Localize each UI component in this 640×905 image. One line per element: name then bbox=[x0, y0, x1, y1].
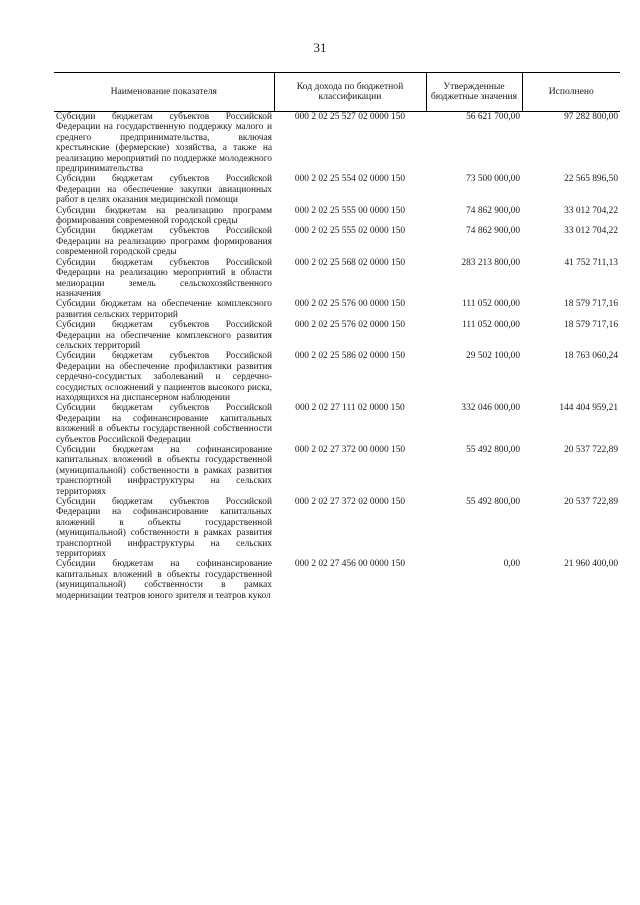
executed-value-cell: 33 012 704,22 bbox=[564, 205, 618, 216]
table-row bbox=[54, 258, 620, 300]
header-approved-values: Утвержденные бюджетные значения bbox=[426, 73, 522, 112]
revenue-code-cell: 000 2 02 27 372 02 0000 150 bbox=[294, 497, 406, 508]
approved-value-cell: 73 500 000,00 bbox=[466, 174, 520, 185]
approved-value-cell: 74 862 900,00 bbox=[466, 226, 520, 237]
table-row bbox=[54, 497, 620, 559]
executed-value-cell: 21 960 400,00 bbox=[564, 559, 618, 570]
indicator-name-cell: Субсидии бюджетам субъектов Российской Федерации на обеспечение комплексного развития сельских территорий bbox=[56, 320, 272, 351]
indicator-name-cell: Субсидии бюджетам на реализацию программ формирования современной городской среды bbox=[56, 205, 272, 227]
executed-value-cell: 41 752 711,13 bbox=[564, 257, 618, 268]
table-row bbox=[54, 226, 620, 257]
executed-value-cell: 20 537 722,89 bbox=[564, 497, 618, 508]
indicator-name-cell: Субсидии бюджетам субъектов Российской Федерации на реализацию программ формирования современной городской среды bbox=[56, 226, 272, 258]
executed-value-cell: 22 565 896,50 bbox=[564, 174, 618, 185]
table-header-row bbox=[54, 73, 620, 112]
revenue-code-cell: 000 2 02 27 372 00 0000 150 bbox=[294, 445, 406, 455]
page-number: 31 bbox=[313, 40, 327, 55]
indicator-name-cell: Субсидии бюджетам на обеспечение комплексного развития сельских территорий bbox=[56, 299, 272, 320]
revenue-code-cell: 000 2 02 25 568 02 0000 150 bbox=[294, 257, 406, 268]
table-row bbox=[54, 320, 620, 351]
revenue-code-cell: 000 2 02 25 555 00 0000 150 bbox=[294, 205, 406, 216]
table-row bbox=[54, 559, 620, 601]
table-row bbox=[54, 351, 620, 403]
revenue-code-cell: 000 2 02 27 456 00 0000 150 bbox=[294, 559, 406, 570]
indicator-name-cell: Субсидии бюджетам субъектов Российской Федерации на реализацию мероприятий в области мелиорации земель сельскохозяйственного назначения bbox=[56, 257, 272, 299]
revenue-code-cell: 000 2 02 25 586 02 0000 150 bbox=[294, 351, 406, 362]
header-revenue-code: Код дохода по бюджетной классификации bbox=[274, 73, 426, 112]
executed-value-cell: 18 763 060,24 bbox=[564, 351, 618, 362]
revenue-code-cell: 000 2 02 25 554 02 0000 150 bbox=[294, 174, 406, 185]
approved-value-cell: 332 046 000,00 bbox=[461, 403, 520, 414]
header-indicator-name: Наименование показателя bbox=[54, 73, 274, 112]
approved-value-cell: 283 213 800,00 bbox=[461, 257, 520, 268]
table-row bbox=[54, 174, 620, 205]
approved-value-cell: 111 052 000,00 bbox=[462, 320, 520, 331]
revenue-code-cell: 000 2 02 25 576 00 0000 150 bbox=[294, 299, 406, 310]
indicator-name-cell: Субсидии бюджетам на софинансирование капитальных вложений в объекты государственной (муниципальной) собственности в рамках развития транспортной инфраструктуры на сельских территориях bbox=[56, 445, 272, 497]
executed-value-cell: 33 012 704,22 bbox=[564, 226, 618, 237]
table-row bbox=[54, 445, 620, 497]
revenue-code-cell: 000 2 02 25 576 02 0000 150 bbox=[294, 320, 406, 331]
approved-value-cell: 74 862 900,00 bbox=[466, 205, 520, 216]
indicator-name-cell: Субсидии бюджетам субъектов Российской Федерации на обеспечение закупки авиационных работ в целях оказания медицинской помощи bbox=[56, 174, 272, 206]
executed-value-cell: 20 537 722,89 bbox=[564, 445, 618, 455]
budget-revenue-table bbox=[54, 72, 620, 601]
header-executed: Исполнено bbox=[522, 73, 620, 112]
indicator-name-cell: Субсидии бюджетам субъектов Российской Федерации на софинансирование капитальных вложений в объекты государственной собственности субъектов Российской Федерации bbox=[56, 403, 272, 445]
approved-value-cell: 0,00 bbox=[503, 559, 520, 570]
indicator-name-cell: Субсидии бюджетам субъектов Российской Федерации на софинансирование капитальных вложений в объекты государственной (муниципальной) собственности в рамках развития транспортной инфраструктуры на сельских территориях bbox=[56, 497, 272, 560]
revenue-code-cell: 000 2 02 25 555 02 0000 150 bbox=[294, 226, 406, 237]
approved-value-cell: 55 492 800,00 bbox=[466, 445, 520, 455]
table-body bbox=[54, 112, 620, 602]
table-row bbox=[54, 112, 620, 175]
indicator-name-cell: Субсидии бюджетам субъектов Российской Федерации на государственную поддержку малого и среднего предпринимательства, включая крестьянские (фермерские) хозяйства, а также на реализацию мероприятий по поддержке молодежного предпринимательства bbox=[56, 112, 272, 175]
indicator-name-cell: Субсидии бюджетам на софинансирование капитальных вложений в объекты государственной (муниципальной) собственности в рамках модернизации театров юного зрителя и театров кукол bbox=[56, 559, 272, 601]
approved-value-cell: 55 492 800,00 bbox=[466, 497, 520, 508]
approved-value-cell: 56 621 700,00 bbox=[466, 112, 520, 122]
executed-value-cell: 18 579 717,16 bbox=[564, 299, 618, 310]
executed-value-cell: 18 579 717,16 bbox=[564, 320, 618, 331]
executed-value-cell: 144 404 959,21 bbox=[559, 403, 618, 414]
executed-value-cell: 97 282 800,00 bbox=[564, 112, 618, 122]
table-row bbox=[54, 299, 620, 320]
revenue-code-cell: 000 2 02 25 527 02 0000 150 bbox=[294, 112, 406, 122]
table-row bbox=[54, 206, 620, 227]
indicator-name-cell: Субсидии бюджетам субъектов Российской Федерации на обеспечение профилактики развития сердечно-сосудистых заболеваний и сердечно-сосудистых осложнений у пациентов высокого риска, находящихся на диспансерном наблюдении bbox=[56, 351, 272, 403]
table-row bbox=[54, 403, 620, 445]
approved-value-cell: 111 052 000,00 bbox=[462, 299, 520, 310]
approved-value-cell: 29 502 100,00 bbox=[466, 351, 520, 362]
revenue-code-cell: 000 2 02 27 111 02 0000 150 bbox=[295, 403, 405, 414]
